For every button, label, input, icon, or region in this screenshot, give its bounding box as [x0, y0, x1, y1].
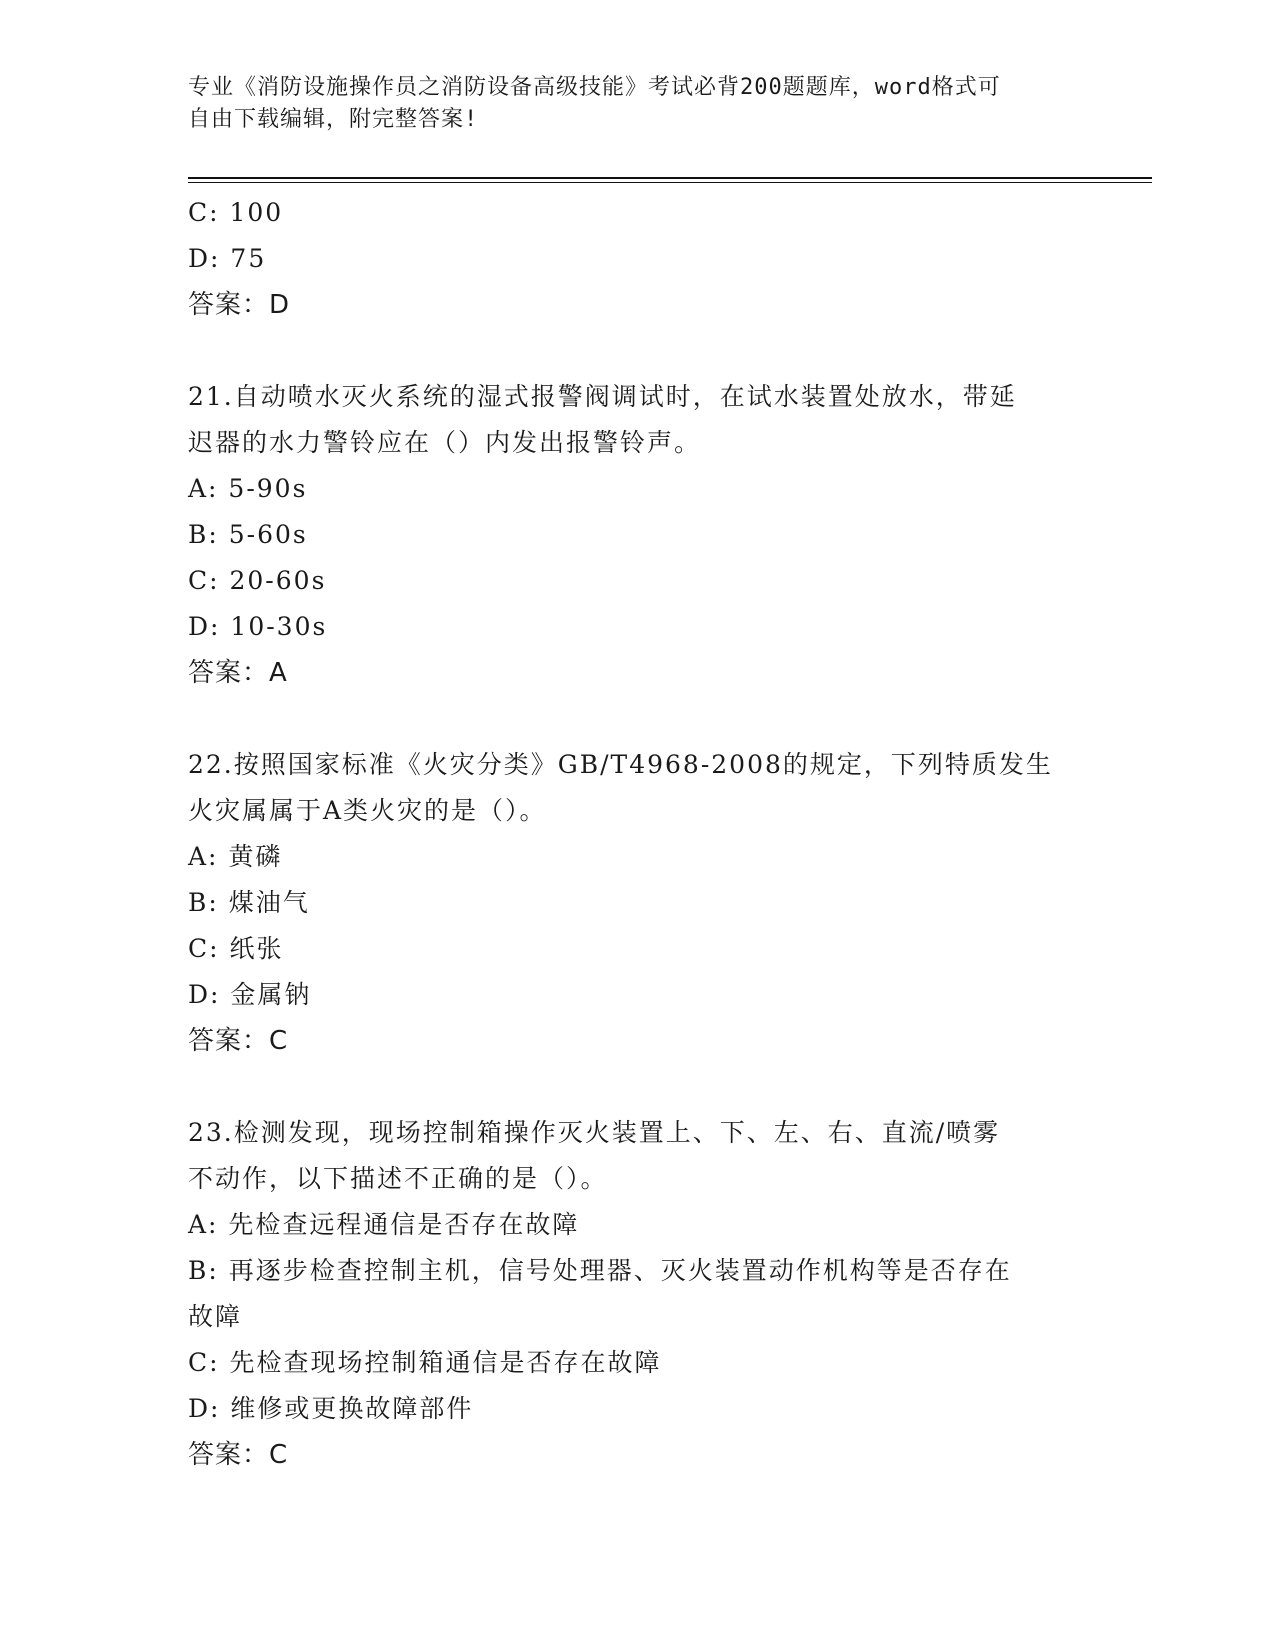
option-c: C: 20-60s: [188, 566, 327, 595]
question-22: [188, 742, 1078, 1064]
spacer: [188, 1064, 1078, 1110]
option-d: D: 金属钠: [188, 980, 312, 1009]
option-c: C: 先检查现场控制箱通信是否存在故障: [188, 1348, 662, 1377]
option-d: D: 维修或更换故障部件: [188, 1394, 474, 1423]
option-d: D: 75: [188, 244, 267, 273]
option-b: B: 5-60s: [188, 520, 308, 549]
option-a: A: 先检查远程通信是否存在故障: [188, 1210, 580, 1239]
question-stem-line-2: 火灾属属于A类火灾的是（）。: [188, 796, 547, 825]
question-20-tail: [188, 190, 1078, 328]
option-b-line-2: 故障: [188, 1302, 243, 1331]
question-list: [188, 190, 1078, 1478]
option-b-line-1: B: 再逐步检查控制主机，信号处理器、灭火装置动作机构等是否存在: [188, 1256, 1012, 1285]
question-stem-line-1: 22.按照国家标准《火灾分类》GB/T4968-2008的规定，下列特质发生: [188, 750, 1053, 779]
question-stem-line-2: 不动作，以下描述不正确的是（）。: [188, 1164, 608, 1193]
header-title-line-1: 专业《消防设施操作员之消防设备高级技能》考试必背200题题库，word格式可: [188, 75, 1001, 100]
option-c: C: 100: [188, 198, 284, 227]
spacer: [188, 328, 1078, 374]
option-c: C: 纸张: [188, 934, 284, 963]
answer-line: 答案：C: [188, 1026, 289, 1056]
header-divider-thick: [188, 177, 1152, 179]
question-stem-line-1: 23.检测发现，现场控制箱操作灭火装置上、下、左、右、直流/喷雾: [188, 1118, 1001, 1147]
header-title-line-2: 自由下载编辑，附完整答案!: [188, 107, 479, 132]
header-divider-thin: [188, 182, 1152, 183]
spacer: [188, 696, 1078, 742]
answer-line: 答案：A: [188, 658, 288, 688]
option-a: A: 5-90s: [188, 474, 308, 503]
option-d: D: 10-30s: [188, 612, 328, 641]
answer-line: 答案：C: [188, 1440, 289, 1470]
option-a: A: 黄磷: [188, 842, 283, 871]
question-stem-line-1: 21.自动喷水灭火系统的湿式报警阀调试时，在试水装置处放水，带延: [188, 382, 1017, 411]
option-b: B: 煤油气: [188, 888, 310, 917]
question-23: [188, 1110, 1078, 1478]
answer-line: 答案：D: [188, 290, 291, 320]
question-21: [188, 374, 1078, 696]
question-stem-line-2: 迟器的水力警铃应在（）内发出报警铃声。: [188, 428, 702, 457]
document-header: [188, 72, 1078, 136]
